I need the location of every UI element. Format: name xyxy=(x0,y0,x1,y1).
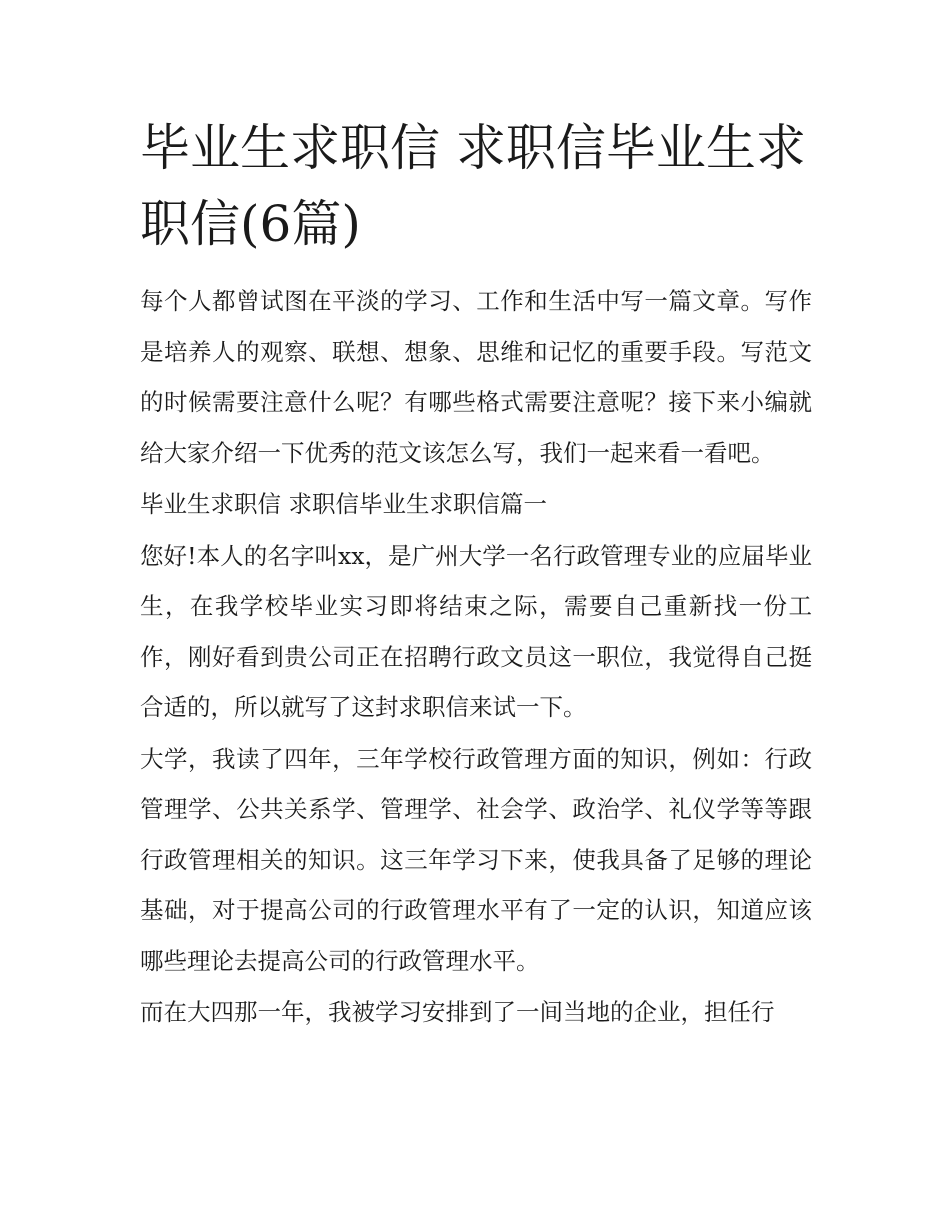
document-title: 毕业生求职信 求职信毕业生求职信(6篇) xyxy=(140,119,806,253)
section-heading: 毕业生求职信 求职信毕业生求职信篇一 xyxy=(140,490,547,518)
body-paragraph-1: 您好!本人的名字叫xx，是广州大学一名行政管理专业的应届毕业生，在我学校毕业实习即将结束之际，需要自己重新找一份工作，刚好看到贵公司正在招聘行政文员这一职位，我觉得自己挺合适的，所以就写了这封求职信来试一下。 xyxy=(140,541,812,721)
body-paragraph-2: 大学，我读了四年，三年学校行政管理方面的知识，例如：行政管理学、公共关系学、管理学、社会学、政治学、礼仪学等等跟行政管理相关的知识。这三年学习下来，使我具备了足够的理论基础，对于提高公司的行政管理水平有了一定的认识，知道应该哪些理论去提高公司的行政管理水平。 xyxy=(140,744,812,975)
body-paragraph-3: 而在大四那一年，我被学习安排到了一间当地的企业，担任行 xyxy=(140,998,775,1026)
intro-paragraph: 每个人都曾试图在平淡的学习、工作和生活中写一篇文章。写作是培养人的观察、联想、想象、思维和记忆的重要手段。写范文的时候需要注意什么呢？有哪些格式需要注意呢？接下来小编就给大家介绍一下优秀的范文该怎么写，我们一起来看一看吧。 xyxy=(140,287,812,467)
document-page xyxy=(140,110,812,1039)
document-body xyxy=(140,276,812,1038)
